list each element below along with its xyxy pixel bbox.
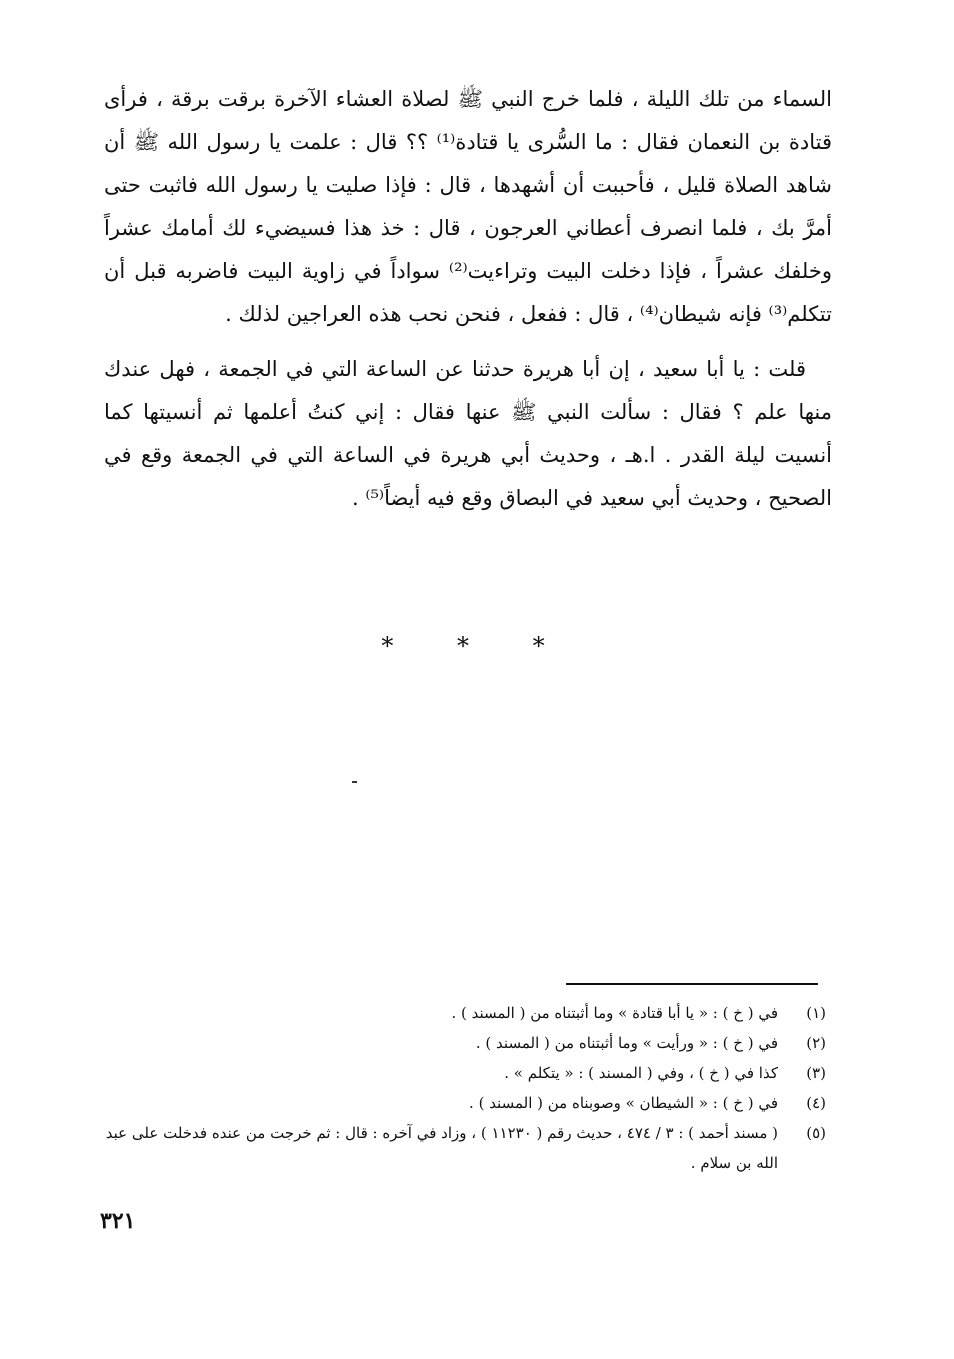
footnote-2 (100, 1028, 826, 1058)
section-separator: * * * (381, 632, 573, 660)
footnote-text: في ( خ ) : « يا أبا قتادة » وما أثبتناه من ( المسند ) . (451, 1004, 778, 1022)
main-text (104, 78, 832, 520)
paragraph-1 (104, 78, 832, 336)
footnote-4 (100, 1088, 826, 1118)
footnote-text: في ( خ ) : « ورأيت » وما أثبتناه من ( المسند ) . (475, 1034, 778, 1052)
footnote-number: (٤) (806, 1094, 826, 1112)
footnote-number: (٥) (806, 1124, 826, 1142)
footnote-number: (٣) (806, 1064, 826, 1082)
footnote-text: ( مسند أحمد ) : ٣ / ٤٧٤ ، حديث رقم ( ١١٢٣٠ ) ، وزاد في آخره : قال : ثم خرجت من عنده فدخلت على عبد الله بن سلام . (105, 1124, 778, 1172)
footnote-3 (100, 1058, 826, 1088)
footnote-5 (100, 1118, 826, 1178)
paragraph-2 (104, 348, 832, 520)
footnotes (100, 998, 826, 1178)
footnote-1 (100, 998, 826, 1028)
footnote-text: في ( خ ) : « الشيطان » وصوبناه من ( المسند ) . (469, 1094, 778, 1112)
footnote-text: كذا في ( خ ) ، وفي ( المسند ) : « يتكلم » . (504, 1064, 778, 1082)
page-number: ٣٢١ (100, 1208, 136, 1234)
paragraph-2-text: قلت : يا أبا سعيد ، إن أبا هريرة حدثنا عن الساعة التي في الجمعة ، فهل عندك منها علم ؟ فقال : سألت النبي ﷺ عنها فقال : إني كنتُ أعلمها ثم أنسيتها كما أنسيت ليلة القدر . ا.هـ ، وحديث أبي هريرة في الساعة التي في الجمعة وقع في الصحيح ، وحديث أبي سعيد في البصاق وقع فيه أيضاً⁽⁵⁾ . (104, 357, 832, 510)
paragraph-1-text: السماء من تلك الليلة ، فلما خرج النبي ﷺ لصلاة العشاء الآخرة برقت برقة ، فرأى قتادة بن النعمان فقال : ما السُّرى يا قتادة⁽¹⁾ ؟؟ قال : علمت يا رسول الله ﷺ أن شاهد الصلاة قليل ، فأحببت أن أشهدها ، قال : فإذا صليت يا رسول الله فاثبت حتى أمرَّ بك ، فلما انصرف أعطاني العرجون ، قال : خذ هذا فسيضيء لك أمامك عشراً وخلفك عشراً ، فإذا دخلت البيت وتراءيت⁽²⁾ سواداً في زاوية البيت فاضربه قبل أن تتكلم⁽³⁾ فإنه شيطان⁽⁴⁾ ، قال : ففعل ، فنحن نحب هذه العراجين لذلك . (104, 87, 833, 326)
footnote-number: (٢) (806, 1034, 826, 1052)
footnote-rule (566, 983, 818, 985)
footnote-number: (١) (806, 1004, 826, 1022)
scan-speck (352, 781, 357, 783)
